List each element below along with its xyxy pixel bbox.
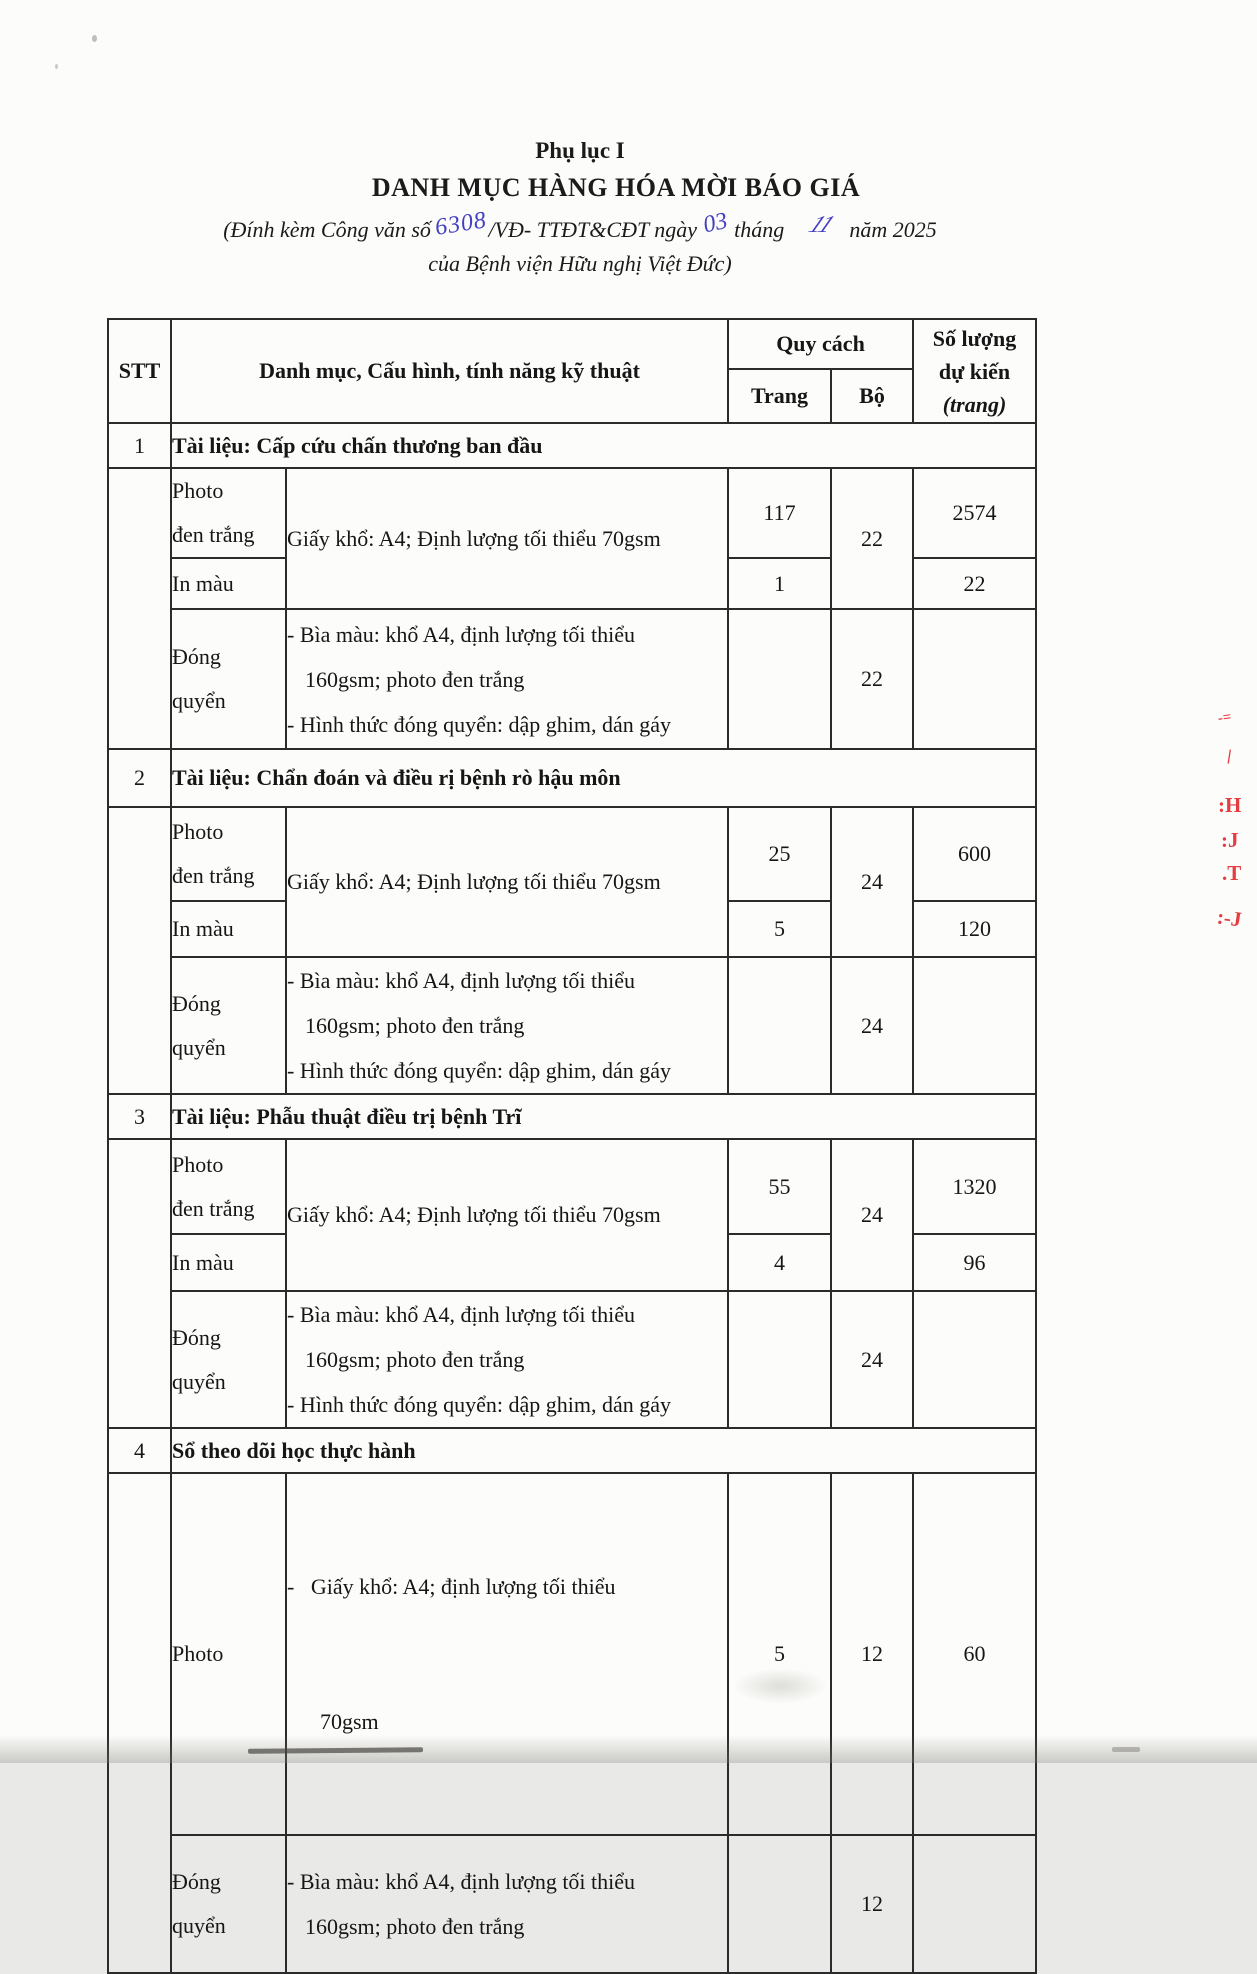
label-line: đen trắng: [172, 863, 255, 888]
bo-value: 22: [831, 609, 913, 749]
section-2-dong-quyen-row: [108, 957, 1036, 1094]
label-line: đen trắng: [172, 1195, 255, 1221]
header-so-luong: [913, 319, 1036, 423]
row-label-in-mau: In màu: [171, 901, 286, 957]
bo-value: 24: [831, 807, 913, 957]
row-label-photo: Photo: [171, 1473, 286, 1835]
row-label-photo-bw: [171, 1139, 286, 1234]
red-stamp-fragment: \: [1221, 746, 1237, 769]
scan-bottom-shadow: [0, 1735, 1257, 1763]
so-luong-value: 600: [913, 807, 1036, 901]
appendix-label: Phụ lục I: [535, 138, 625, 163]
section-3-title-row: [108, 1094, 1036, 1139]
section-1-title-row: [108, 423, 1036, 468]
trang-value: 5: [728, 901, 831, 957]
label-line: quyển: [172, 688, 226, 713]
section-1-dong-quyen-row: [108, 609, 1036, 749]
row-label-dong-quyen: [171, 609, 286, 749]
row-label-dong-quyen: [171, 1835, 286, 1973]
document-header: [40, 138, 1120, 280]
header-so-luong-line1: Số lượng: [932, 325, 1017, 351]
section-2-title-row: [108, 749, 1036, 807]
subtitle-part3: tháng: [734, 217, 785, 242]
scan-speck: [55, 64, 58, 69]
label-line: Photo: [172, 478, 224, 503]
bo-value: 22: [831, 468, 913, 609]
label-line: Đóng: [172, 990, 221, 1016]
spec-line: 160gsm; photo đen trắng: [305, 666, 525, 692]
section-4-title-row: [108, 1428, 1036, 1473]
so-luong-empty-cell: [913, 609, 1036, 749]
so-luong-empty-cell: [913, 1835, 1036, 1973]
label-line: Photo: [172, 1151, 224, 1177]
header-so-luong-line2: dự kiến: [938, 358, 1011, 384]
spec-line: 160gsm; photo đen trắng: [305, 1013, 525, 1038]
scan-bottom-mark: [1112, 1747, 1140, 1752]
scan-speck: [92, 35, 97, 42]
section-3-dong-quyen-row: [108, 1291, 1036, 1428]
bo-value: 24: [831, 1291, 913, 1428]
so-luong-value: 120: [913, 901, 1036, 957]
subtitle-part2: /VĐ- TTĐT&CĐT ngày: [488, 217, 698, 242]
section-1-number: 1: [108, 423, 171, 468]
handwritten-month: 11: [803, 212, 838, 238]
trang-value: 1: [728, 558, 831, 609]
label-line: Đóng: [172, 644, 221, 669]
section-3-number: 3: [108, 1094, 171, 1139]
trang-value: 5: [728, 1473, 831, 1835]
label-line: quyển: [172, 1913, 226, 1938]
so-luong-value: 1320: [913, 1139, 1036, 1234]
stt-empty-cell: [108, 807, 171, 1094]
spec-line: - Giấy khổ: A4; định lượng tối thiểu: [287, 1574, 616, 1599]
section-1-title: Tài liệu: Cấp cứu chấn thương ban đầu: [171, 423, 1036, 468]
label-line: quyển: [172, 1034, 226, 1060]
so-luong-value: 96: [913, 1234, 1036, 1291]
handwritten-doc-number: 6308: [433, 207, 490, 241]
spec-photo: Giấy khổ: A4; Định lượng tối thiểu 70gsm: [286, 468, 728, 609]
spec-photo: [286, 1473, 728, 1835]
spec-line: - Hình thức đóng quyển: dập ghim, dán gáy: [287, 1058, 672, 1083]
section-2-number: 2: [108, 749, 171, 807]
subtitle-part1: (Đính kèm Công văn số: [223, 217, 431, 242]
so-luong-empty-cell: [913, 1291, 1036, 1428]
row-label-dong-quyen: [171, 957, 286, 1094]
row-label-dong-quyen: [171, 1291, 286, 1428]
trang-empty-cell: [728, 1291, 831, 1428]
bo-value: 12: [831, 1473, 913, 1835]
section-4-title: Sổ theo dõi học thực hành: [171, 1428, 1036, 1473]
spec-line: 160gsm; photo đen trắng: [305, 1914, 525, 1939]
so-luong-value: 2574: [913, 468, 1036, 558]
header-quy-cach: Quy cách: [728, 319, 913, 369]
trang-value: 25: [728, 807, 831, 901]
spec-line: - Bìa màu: khổ A4, định lượng tối thiểu: [287, 968, 636, 993]
stt-empty-cell: [108, 1139, 171, 1428]
spec-line: - Hình thức đóng quyển: dập ghim, dán gáy: [287, 1392, 672, 1417]
trang-value: 55: [728, 1139, 831, 1234]
bo-value: 12: [831, 1835, 913, 1973]
header-trang: Trang: [728, 369, 831, 423]
row-label-in-mau: In màu: [171, 558, 286, 609]
scan-smudge: [733, 1668, 828, 1704]
row-label-photo-bw: [171, 807, 286, 901]
red-stamp-fragment: :H: [1218, 793, 1242, 817]
spec-line: - Bìa màu: khổ A4, định lượng tối thiểu: [287, 1869, 636, 1894]
label-line: quyển: [172, 1368, 226, 1394]
subtitle-part4: năm 2025: [849, 217, 937, 242]
red-stamp-fragment: -=: [1216, 709, 1233, 727]
spec-line: - Hình thức đóng quyển: dập ghim, dán gáy: [287, 711, 672, 737]
document-title: DANH MỤC HÀNG HÓA MỜI BÁO GIÁ: [371, 173, 861, 202]
spec-line: - Bìa màu: khổ A4, định lượng tối thiểu: [287, 1302, 636, 1327]
spec-photo: Giấy khổ: A4; Định lượng tối thiểu 70gsm: [286, 807, 728, 957]
trang-empty-cell: [728, 957, 831, 1094]
row-label-photo-bw: [171, 468, 286, 558]
bo-value: 24: [831, 1139, 913, 1291]
document-subtitle: [40, 207, 1120, 280]
spec-line: - Bìa màu: khổ A4, định lượng tối thiểu: [287, 621, 636, 647]
spec-line: 160gsm; photo đen trắng: [305, 1347, 525, 1372]
stt-empty-cell: [108, 468, 171, 749]
bo-value: 24: [831, 957, 913, 1094]
red-stamp-fragment: :J: [1221, 828, 1239, 852]
row-label-in-mau: In màu: [171, 1234, 286, 1291]
spec-line: 70gsm: [320, 1709, 379, 1734]
table-header-row-1: [108, 319, 1036, 369]
red-stamp-fragment: .T: [1222, 861, 1242, 885]
section-4-number: 4: [108, 1428, 171, 1473]
label-line: Photo: [172, 819, 224, 844]
section-2-title: Tài liệu: Chẩn đoán và điều rị bệnh rò hậu môn: [171, 749, 1036, 807]
spec-dong-quyen: [286, 957, 728, 1094]
header-stt: STT: [108, 319, 171, 423]
section-4-dong-quyen-row: [108, 1835, 1036, 1973]
label-line: Đóng: [172, 1869, 221, 1894]
section-3-title: Tài liệu: Phẫu thuật điều trị bệnh Trĩ: [171, 1094, 1036, 1139]
handwritten-day: 03: [700, 207, 730, 239]
section-3-photo-bw-row: [108, 1139, 1036, 1234]
goods-list-table: [107, 318, 1037, 1974]
trang-empty-cell: [728, 609, 831, 749]
so-luong-value: 22: [913, 558, 1036, 609]
red-stamp-fragment: :-J: [1215, 904, 1244, 932]
subtitle-line2: của Bệnh viện Hữu nghị Việt Đức): [428, 251, 732, 276]
section-4-photo-row: [108, 1473, 1036, 1835]
spec-dong-quyen: [286, 1835, 728, 1973]
spec-dong-quyen: [286, 609, 728, 749]
section-2-photo-bw-row: [108, 807, 1036, 901]
header-bo: Bộ: [831, 369, 913, 423]
spec-dong-quyen: [286, 1291, 728, 1428]
so-luong-empty-cell: [913, 957, 1036, 1094]
trang-value: 4: [728, 1234, 831, 1291]
trang-value: 117: [728, 468, 831, 558]
label-line: đen trắng: [172, 522, 255, 547]
header-so-luong-line3: (trang): [942, 391, 1007, 417]
header-danh-muc: Danh mục, Cấu hình, tính năng kỹ thuật: [171, 319, 728, 423]
section-1-photo-bw-row: [108, 468, 1036, 558]
label-line: Đóng: [172, 1324, 221, 1350]
spec-photo: Giấy khổ: A4; Định lượng tối thiểu 70gsm: [286, 1139, 728, 1291]
trang-empty-cell: [728, 1835, 831, 1973]
so-luong-value: 60: [913, 1473, 1036, 1835]
stt-empty-cell: [108, 1473, 171, 1973]
